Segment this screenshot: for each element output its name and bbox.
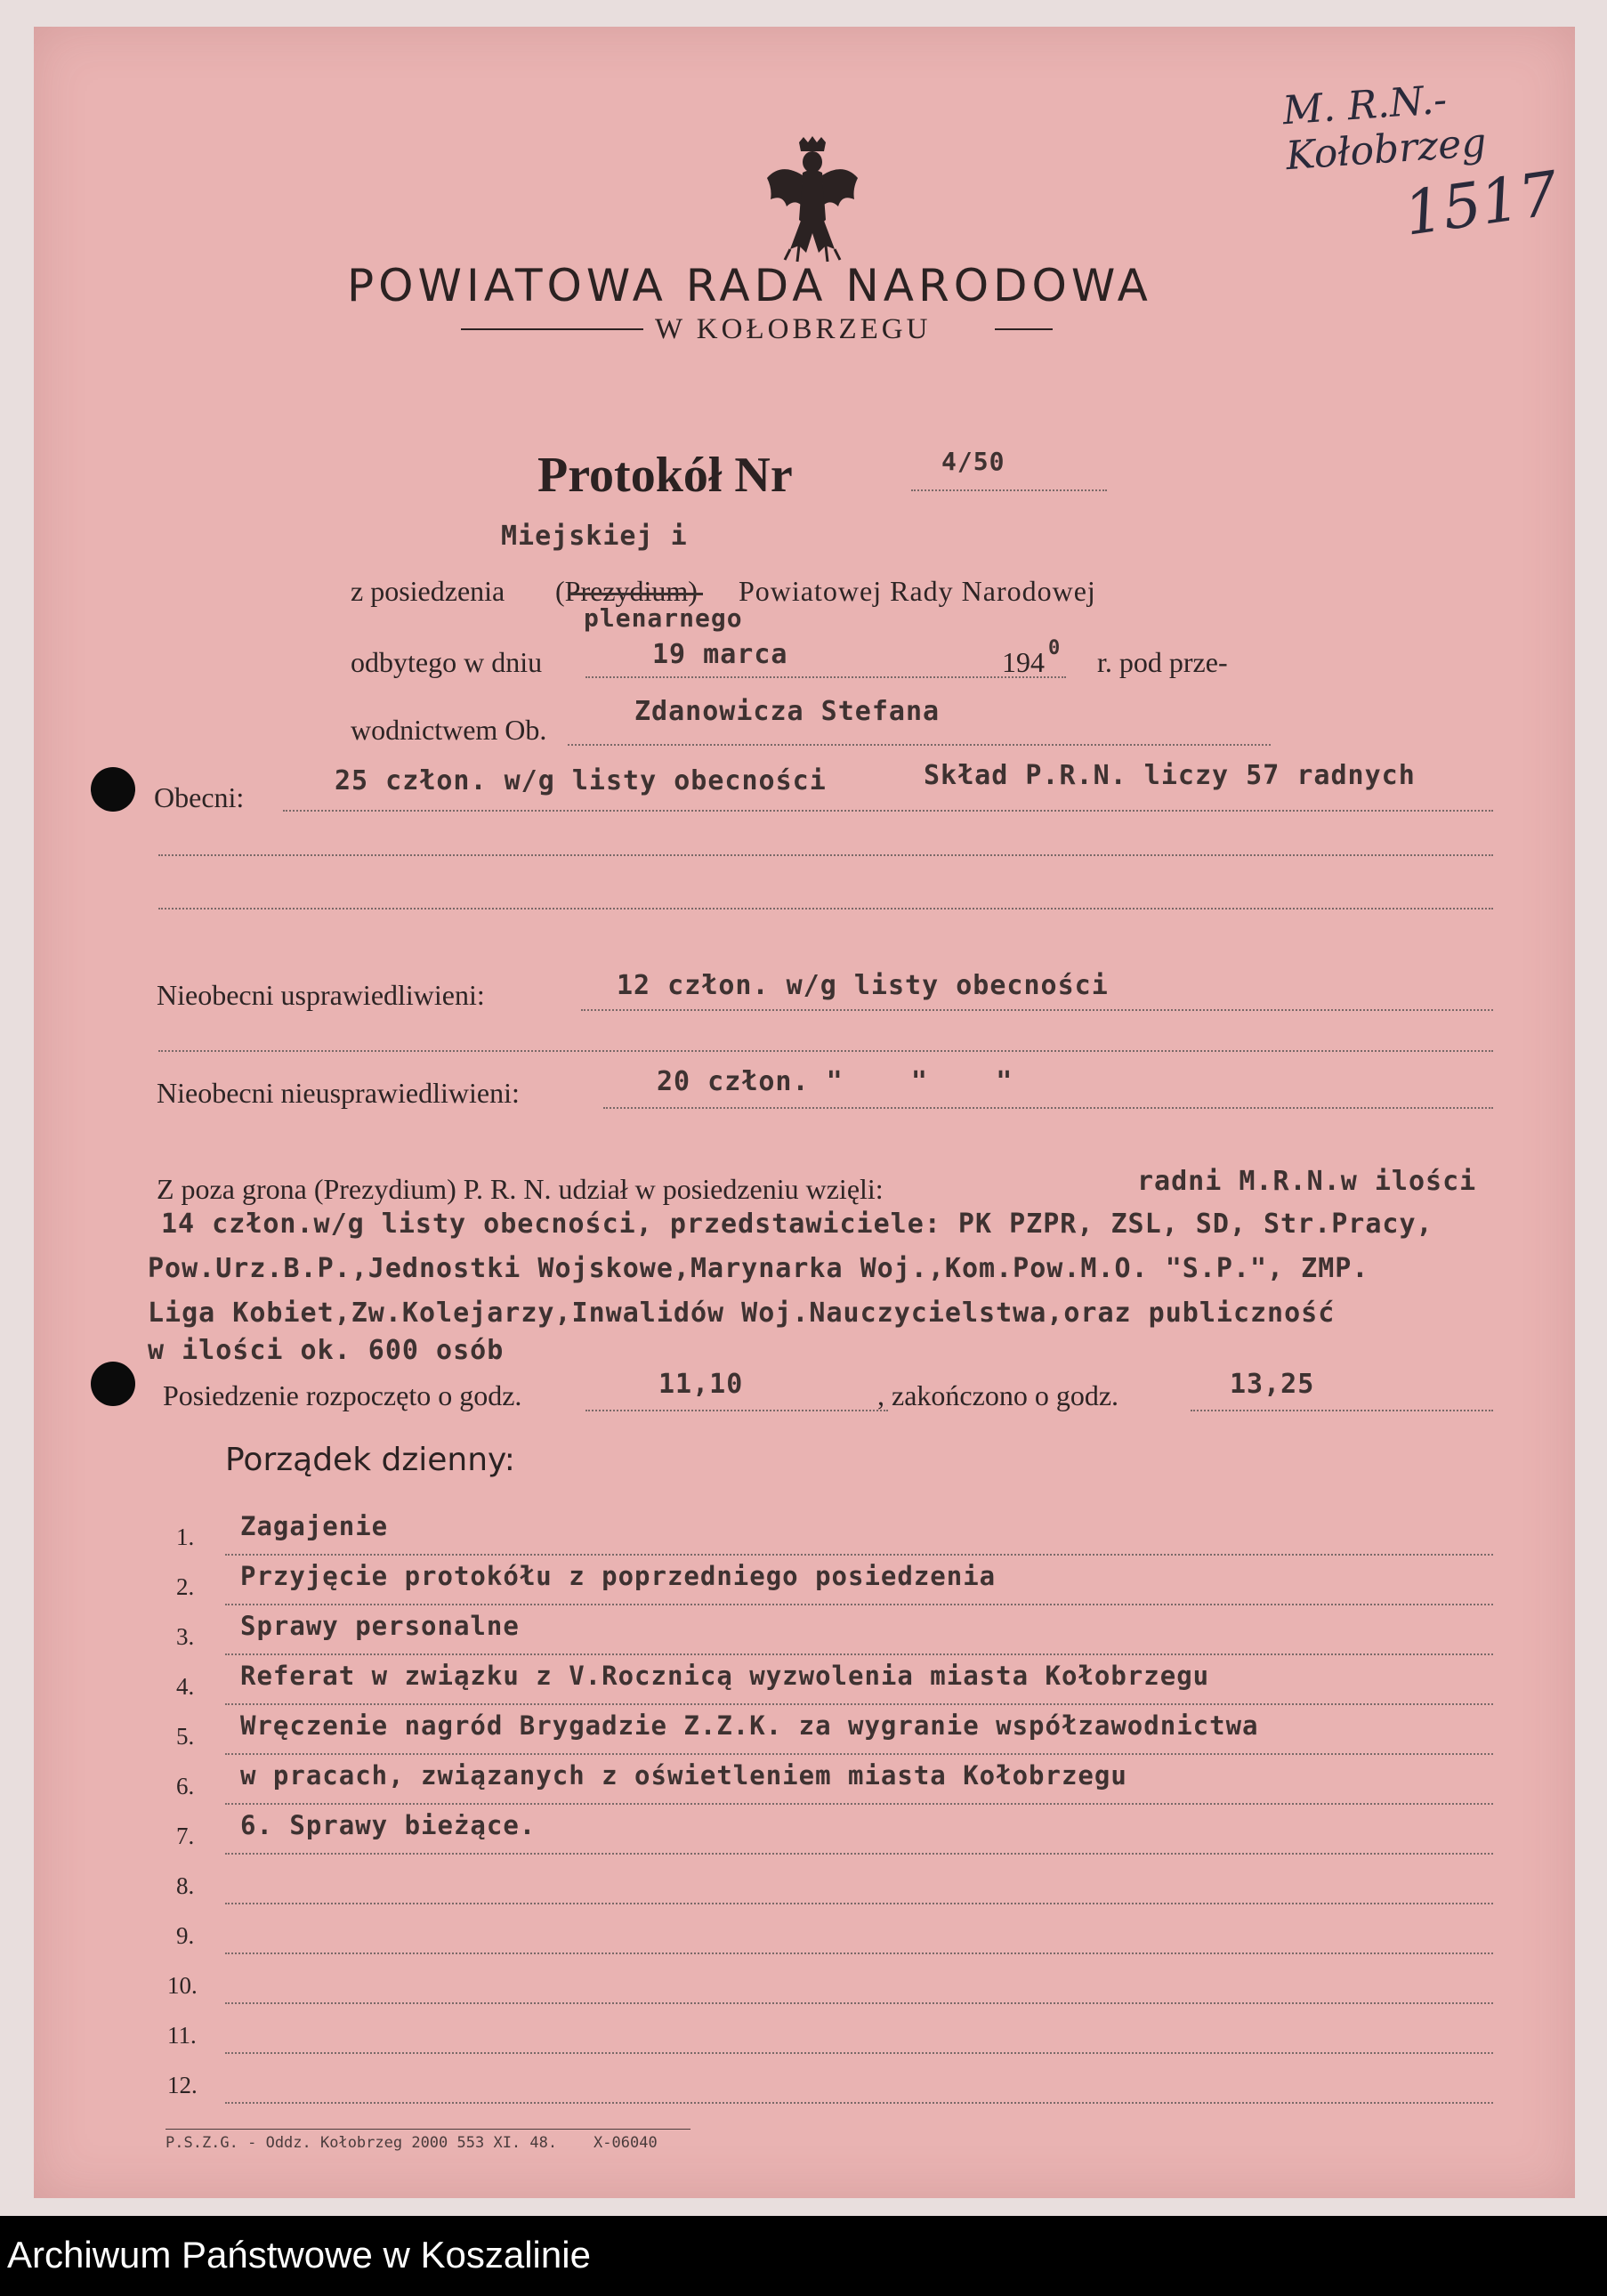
guests-line-1: radni M.R.N.w ilości bbox=[1137, 1166, 1477, 1197]
composition-value: Skład P.R.N. liczy 57 radnych bbox=[924, 760, 1416, 791]
agenda-item-text: w pracach, związanych z oświetleniem miasta Kołobrzegu bbox=[240, 1760, 1127, 1791]
excused-value: 12 człon. w/g listy obecności bbox=[617, 970, 1109, 1001]
agenda-item-line bbox=[225, 1604, 1493, 1605]
excused-line-2 bbox=[158, 1050, 1493, 1052]
guests-label: Z poza grona (Prezydium) P. R. N. udział w posiedzeniu wzięli: bbox=[157, 1173, 884, 1205]
subtitle-rule-left bbox=[461, 328, 643, 330]
meeting-type-typed: Miejskiej i bbox=[501, 521, 688, 552]
punch-hole-upper bbox=[91, 767, 135, 812]
agenda-item-text: 6. Sprawy bieżące. bbox=[240, 1810, 537, 1840]
present-line bbox=[283, 810, 1493, 812]
meeting-prefix: z posiedzenia bbox=[351, 575, 505, 607]
handwritten-number: 1517 bbox=[1400, 158, 1563, 250]
agenda-item-number: 10. bbox=[167, 1972, 198, 1999]
agenda-item-line bbox=[225, 1853, 1493, 1855]
protocol-number: 4/50 bbox=[941, 447, 1005, 476]
archive-footer-bar bbox=[0, 2216, 1607, 2296]
agenda-item-number: 11. bbox=[167, 2022, 197, 2049]
agenda-item-text: Zagajenie bbox=[240, 1511, 389, 1541]
agenda-item-line bbox=[225, 1653, 1493, 1655]
guests-line-5: w ilości ok. 600 osób bbox=[148, 1335, 505, 1366]
meeting-suffix: Powiatowej Rady Narodowej bbox=[739, 575, 1096, 607]
print-imprint: P.S.Z.G. - Oddz. Kołobrzeg 2000 553 XI. 48. X-06040 bbox=[166, 2134, 658, 2152]
council-title: POWIATOWA RADA NARODOWA bbox=[347, 260, 1152, 311]
present-line-2 bbox=[158, 854, 1493, 856]
agenda-item-number: 5. bbox=[176, 1723, 195, 1750]
imprint-rule bbox=[166, 2129, 690, 2130]
end-line bbox=[1191, 1410, 1493, 1411]
agenda-item-text: Wręczenie nagród Brygadzie Z.Z.K. za wygranie współzawodnictwa bbox=[240, 1710, 1259, 1741]
excused-line bbox=[581, 1009, 1493, 1011]
chair-name: Zdanowicza Stefana bbox=[634, 696, 941, 727]
strikethrough-prezydium bbox=[569, 593, 703, 595]
end-time: 13,25 bbox=[1230, 1369, 1315, 1400]
chair-prefix: wodnictwem Ob. bbox=[351, 714, 547, 746]
unexcused-value: 20 człon. " " " bbox=[657, 1066, 1013, 1097]
agenda-item-line bbox=[225, 1952, 1493, 1954]
agenda-title: Porządek dzienny: bbox=[225, 1442, 515, 1478]
agenda-item-number: 9. bbox=[176, 1922, 195, 1949]
meeting-prezydium: (Prezydium) bbox=[555, 575, 698, 607]
meeting-date: 19 marca bbox=[652, 639, 788, 670]
agenda-item-line bbox=[225, 1903, 1493, 1904]
chair-line bbox=[568, 744, 1271, 746]
document-page bbox=[34, 27, 1575, 2198]
eagle-emblem-icon bbox=[763, 135, 861, 269]
date-suffix: r. pod prze- bbox=[1097, 646, 1228, 678]
agenda-item-number: 7. bbox=[176, 1823, 195, 1849]
unexcused-label: Nieobecni nieusprawiedliwieni: bbox=[157, 1077, 520, 1109]
agenda-item-number: 4. bbox=[176, 1673, 195, 1700]
protocol-title: Protokół Nr bbox=[537, 448, 793, 503]
agenda-item-line bbox=[225, 1554, 1493, 1556]
agenda-item-line bbox=[225, 2002, 1493, 2004]
guests-line-2: 14 człon.w/g listy obecności, przedstawiciele: PK PZPR, ZSL, SD, Str.Pracy, bbox=[161, 1209, 1433, 1240]
excused-label: Nieobecni usprawiedliwieni: bbox=[157, 979, 485, 1011]
agenda-item-line bbox=[225, 1703, 1493, 1705]
agenda-item-line bbox=[225, 2052, 1493, 2054]
present-value: 25 człon. w/g listy obecności bbox=[335, 765, 827, 796]
year-typed: 0 bbox=[1048, 637, 1062, 659]
protocol-number-line bbox=[911, 489, 1107, 491]
punch-hole-lower bbox=[91, 1362, 135, 1406]
agenda-item-number: 6. bbox=[176, 1773, 195, 1799]
agenda-item-number: 12. bbox=[167, 2072, 198, 2098]
agenda-item-number: 8. bbox=[176, 1872, 195, 1899]
start-line bbox=[585, 1410, 888, 1411]
start-label: Posiedzenie rozpoczęto o godz. bbox=[163, 1379, 522, 1411]
council-subtitle: W KOŁOBRZEGU bbox=[655, 313, 932, 345]
guests-line-4: Liga Kobiet,Zw.Kolejarzy,Inwalidów Woj.Nauczycielstwa,oraz publiczność bbox=[148, 1298, 1336, 1329]
year-prefix: 194 bbox=[1002, 646, 1045, 678]
end-label: , zakończono o godz. bbox=[877, 1379, 1119, 1411]
agenda-item-number: 3. bbox=[176, 1623, 195, 1650]
archive-name: Archiwum Państwowe w Koszalinie bbox=[7, 2234, 591, 2276]
agenda-item-line bbox=[225, 1753, 1493, 1755]
subtitle-rule-right bbox=[995, 328, 1053, 330]
present-label: Obecni: bbox=[154, 781, 245, 813]
agenda-item-number: 1. bbox=[176, 1524, 195, 1550]
handwritten-archive-mark: M. R.N.-Kołobrzeg bbox=[1280, 77, 1488, 180]
agenda-item-number: 2. bbox=[176, 1573, 195, 1600]
unexcused-line bbox=[603, 1107, 1493, 1109]
agenda-item-line bbox=[225, 2102, 1493, 2104]
agenda-item-text: Sprawy personalne bbox=[240, 1611, 520, 1641]
start-time: 11,10 bbox=[658, 1369, 744, 1400]
date-prefix: odbytego w dniu bbox=[351, 646, 543, 678]
agenda-item-text: Referat w związku z V.Rocznicą wyzwolenia miasta Kołobrzegu bbox=[240, 1661, 1210, 1691]
meeting-plenary-typed: plenarnego bbox=[584, 603, 743, 633]
guests-line-3: Pow.Urz.B.P.,Jednostki Wojskowe,Marynarka Woj.,Kom.Pow.M.O. "S.P.", ZMP. bbox=[148, 1253, 1369, 1284]
agenda-item-line bbox=[225, 1803, 1493, 1805]
present-line-3 bbox=[158, 908, 1493, 910]
date-line bbox=[585, 676, 1066, 678]
agenda-item-text: Przyjęcie protokółu z poprzedniego posiedzenia bbox=[240, 1561, 997, 1591]
